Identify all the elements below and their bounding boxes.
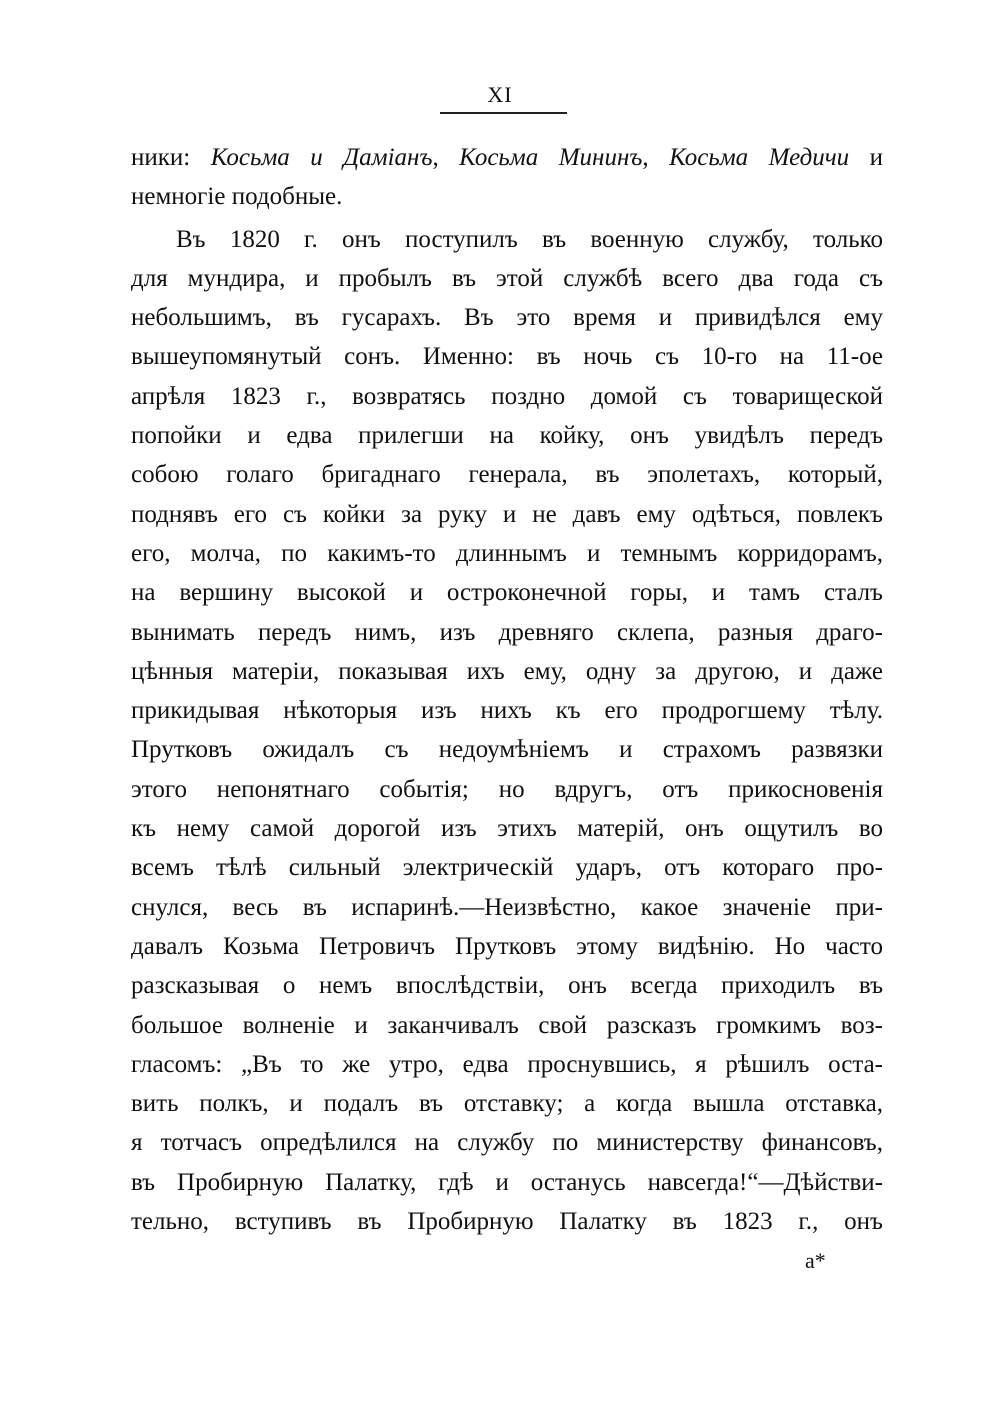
header-rule [440,112,567,114]
page-body [131,138,883,1281]
text-line: тельно, вступивъ въ Пробирную Палатку въ 1823 г., онъ [131,1208,883,1236]
text-line: на вершину высокой и остроконечной горы, и тамъ сталъ [131,579,883,607]
text-line: гласомъ: „Въ то же утро, едва проснувшись, я рѣшилъ оста- [131,1050,883,1078]
text-line: къ нему самой дорогой изъ этихъ матерій, онъ ощутилъ во [131,815,883,843]
page-number: XI [487,82,513,107]
text-line: давалъ Козьма Петровичъ Прутковъ этому видѣнію. Но часто [131,932,883,960]
text-line: прикидывая нѣкоторыя изъ нихъ къ его продрогшему тѣлу. [131,697,883,725]
text-segment: и [849,144,883,171]
text-line: всемъ тѣлѣ сильный электрическій ударъ, отъ котораго про- [131,854,883,882]
text-line: вить полкъ, и подалъ въ отставку; а когда вышла отставка, [131,1090,883,1118]
text-line: поднявъ его съ койки за руку и не давъ ему одѣться, повлекъ [131,500,883,528]
text-line: Прутковъ ожидалъ съ недоумѣніемъ и страхомъ развязки [131,736,883,764]
text-segment: , [432,144,460,171]
paragraph-first-line: Въ 1820 г. онъ поступилъ въ военную службу, только [176,225,883,253]
signature-mark: а* [805,1248,826,1273]
text-line: я тотчасъ опредѣлился на службу по министерству финансовъ, [131,1129,883,1157]
text-line: снулся, весь въ испаринѣ.—Неизвѣстно, какое значеніе при- [131,893,883,921]
text-line: вынимать передъ нимъ, изъ древняго склепа, разныя драго- [131,618,883,646]
italic-name: Косьма и Даміанъ [210,144,433,171]
text-line: большое волненіе и заканчивалъ свой разсказъ громкимъ воз- [131,1011,883,1039]
italic-name: Косьма Медичи [669,144,850,171]
text-line [131,138,883,177]
text-line: вышеупомянутый сонъ. Именно: въ ночь съ 10-го на 11-ое [131,343,883,371]
text-line: этого непонятнаго событія; но вдругъ, отъ прикосновенія [131,775,883,803]
text-line: его, молча, по какимъ-то длиннымъ и темнымъ корридорамъ, [131,539,883,567]
text-line: собою голаго бригаднаго генерала, въ эполетахъ, который, [131,461,883,489]
italic-name: Косьма Мининъ [459,144,643,171]
text-line: для мундира, и пробылъ въ этой службѣ всего два года съ [131,264,883,292]
text-line: немногіе подобные. [131,183,343,211]
text-line: апрѣля 1823 г., возвратясь поздно домой съ товарищеской [131,382,883,410]
text-line [131,1241,883,1280]
text-segment: , [642,144,670,171]
text-line: разсказывая о немъ впослѣдствіи, онъ всегда приходилъ въ [131,972,883,1000]
text-line: небольшимъ, въ гусарахъ. Въ это время и привидѣлся ему [131,304,883,332]
text-segment: ники: [131,144,211,171]
text-line: цѣнныя матеріи, показывая ихъ ему, одну за другою, и даже [131,657,883,685]
text-line: попойки и едва прилегши на койку, онъ увидѣлъ передъ [131,422,883,450]
text-line: въ Пробирную Палатку, гдѣ и останусь навсегда!“—Дѣйстви- [131,1168,883,1196]
